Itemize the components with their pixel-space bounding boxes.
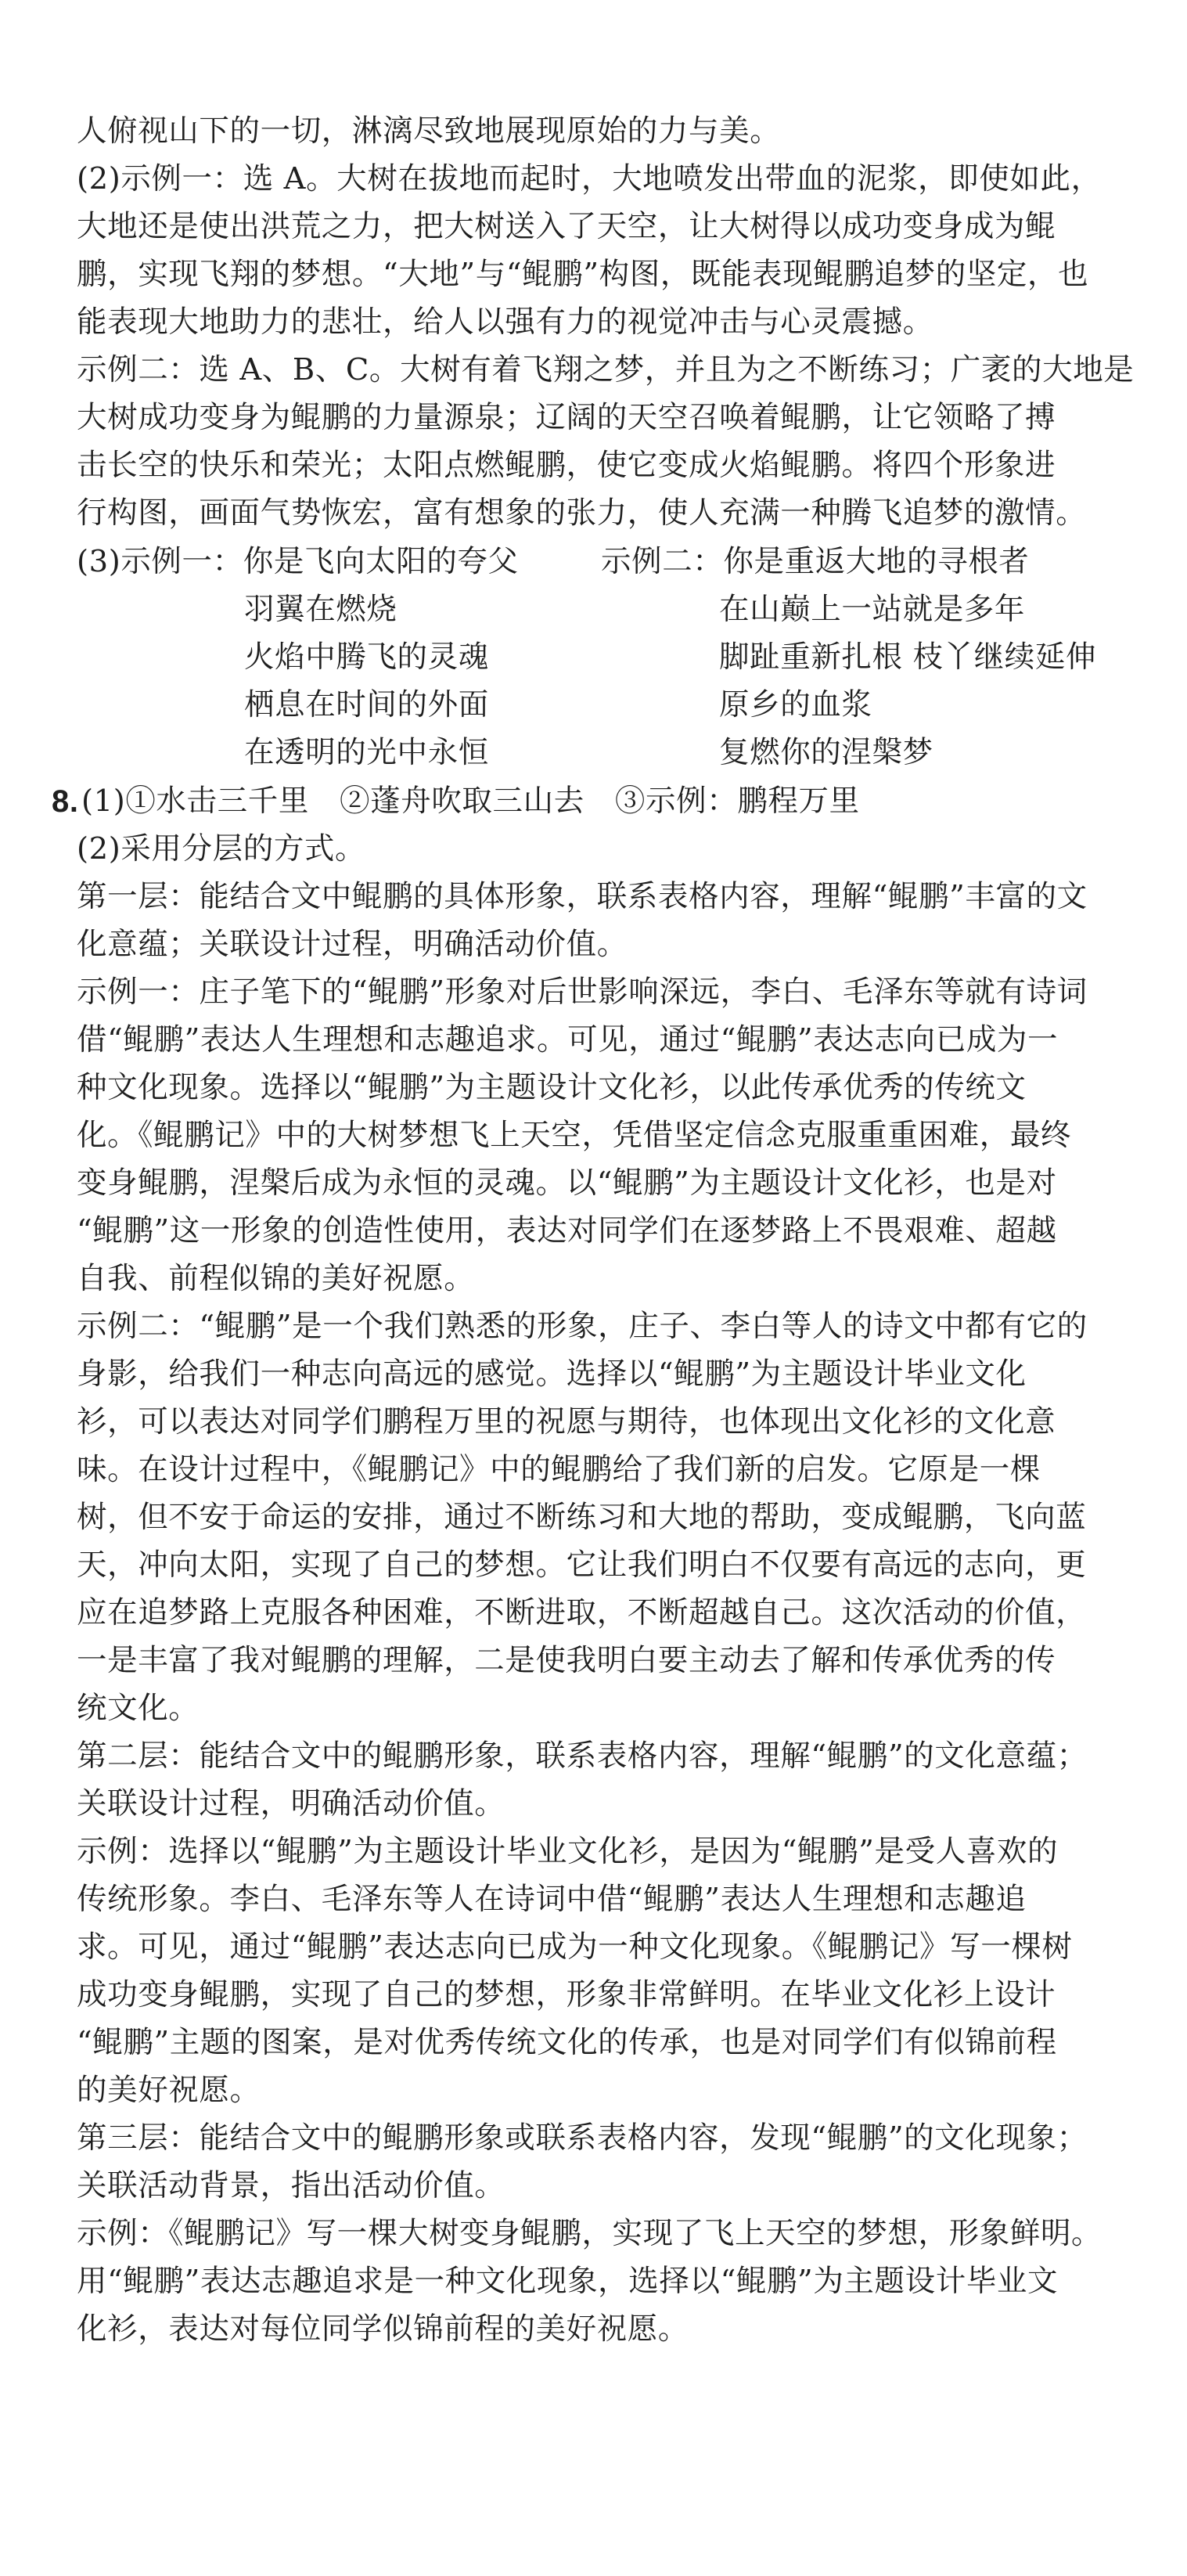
text-line: 成功变身鲲鹏，实现了自己的梦想，形象非常鲜明。在毕业文化衫上设计 xyxy=(77,1977,1056,2012)
question-number: 8. xyxy=(52,784,79,819)
text-line: 借“鲲鹏”表达人生理想和志趣追求。可见，通过“鲲鹏”表达志向已成为一 xyxy=(77,1022,1059,1057)
poem-2-title: 示例二：你是重返大地的寻根者 xyxy=(601,544,1030,579)
text-line: “鲲鹏”这一形象的创造性使用，表达对同学们在逐梦路上不畏艰难、超越 xyxy=(77,1213,1057,1248)
text-line: (2)采用分层的方式。 xyxy=(77,831,366,866)
text-line: 化。《鲲鹏记》中的大树梦想飞上天空，凭借坚定信念克服重重困难，最终 xyxy=(77,1118,1072,1153)
text-line: 能表现大地助力的悲壮，给人以强有力的视觉冲击与心灵震撼。 xyxy=(77,304,933,340)
text-line: 树，但不安于命运的安排，通过不断练习和大地的帮助，变成鲲鹏，飞向蓝 xyxy=(77,1500,1087,1535)
poem-2-line: 原乡的血浆 xyxy=(719,687,872,722)
text-line: 第一层：能结合文中鲲鹏的具体形象，联系表格内容，理解“鲲鹏”丰富的文 xyxy=(77,879,1088,914)
text-line: (2)示例一：选 A。大树在拔地而起时，大地喷发出带血的泥浆，即使如此， xyxy=(77,161,1102,196)
text-line: 的美好祝愿。 xyxy=(77,2073,261,2108)
text-line: 人俯视山下的一切，淋漓尽致地展现原始的力与美。 xyxy=(77,113,781,149)
text-line: 击长空的快乐和荣光；太阳点燃鲲鹏，使它变成火焰鲲鹏。将四个形象进 xyxy=(77,448,1056,483)
poem-1-line: 羽翼在燃烧 xyxy=(244,592,397,627)
poem-1-title: (3)示例一：你是飞向太阳的夸父 xyxy=(77,544,519,579)
text-line: 示例二：“鲲鹏”是一个我们熟悉的形象，庄子、李白等人的诗文中都有它的 xyxy=(77,1309,1088,1344)
text-line: 行构图，画面气势恢宏，富有想象的张力，使人充满一种腾飞追梦的激情。 xyxy=(77,495,1087,531)
text-line: 示例二：选 A、B、C。大树有着飞翔之梦，并且为之不断练习；广袤的大地是 xyxy=(77,352,1135,387)
poem-2-line: 复燃你的涅槃梦 xyxy=(719,735,933,770)
text-line: 求。可见，通过“鲲鹏”表达志向已成为一种文化现象。《鲲鹏记》写一棵树 xyxy=(77,1929,1073,1965)
text-line: 化意蕴；关联设计过程，明确活动价值。 xyxy=(77,927,628,962)
text-line: 鹏，实现飞翔的梦想。“大地”与“鲲鹏”构图，既能表现鲲鹏追梦的坚定，也 xyxy=(77,257,1089,292)
text-line: 化衫，表达对每位同学似锦前程的美好祝愿。 xyxy=(77,2311,689,2347)
text-line: 大树成功变身为鲲鹏的力量源泉；辽阔的天空召唤着鲲鹏，让它领略了搏 xyxy=(77,400,1056,435)
poem-1-line: 在透明的光中永恒 xyxy=(244,735,489,770)
text-line: 天，冲向太阳，实现了自己的梦想。它让我们明白不仅要有高远的志向，更 xyxy=(77,1547,1087,1583)
text-line: 身影，给我们一种志向高远的感觉。选择以“鲲鹏”为主题设计毕业文化 xyxy=(77,1356,1027,1392)
text-line: 示例：《鲲鹏记》写一棵大树变身鲲鹏，实现了飞上天空的梦想，形象鲜明。 xyxy=(77,2216,1102,2251)
text-line: 第三层：能结合文中的鲲鹏形象或联系表格内容，发现“鲲鹏”的文化现象； xyxy=(77,2120,1088,2156)
text-line: 示例：选择以“鲲鹏”为主题设计毕业文化衫，是因为“鲲鹏”是受人喜欢的 xyxy=(77,1834,1059,1869)
text-line: 统文化。 xyxy=(77,1691,200,1726)
text-line: 关联活动背景，指出活动价值。 xyxy=(77,2168,505,2203)
poem-2-line: 在山巅上一站就是多年 xyxy=(719,592,1026,627)
text-line: 衫，可以表达对同学们鹏程万里的祝愿与期待，也体现出文化衫的文化意 xyxy=(77,1404,1056,1439)
text-line: 第二层：能结合文中的鲲鹏形象，联系表格内容，理解“鲲鹏”的文化意蕴； xyxy=(77,1738,1088,1774)
text-line: (1)①水击三千里 ②蓬舟吹取三山去 ③示例：鹏程万里 xyxy=(81,784,860,819)
text-line: 味。在设计过程中，《鲲鹏记》中的鲲鹏给了我们新的启发。它原是一棵 xyxy=(77,1452,1041,1487)
text-line: 应在追梦路上克服各种困难，不断进取，不断超越自己。这次活动的价值， xyxy=(77,1595,1087,1630)
poem-1-line: 栖息在时间的外面 xyxy=(244,687,489,722)
poem-2-line: 脚趾重新扎根 枝丫继续延伸 xyxy=(719,639,1097,675)
text-line: 自我、前程似锦的美好祝愿。 xyxy=(77,1261,475,1296)
text-line: 传统形象。李白、毛泽东等人在诗词中借“鲲鹏”表达人生理想和志趣追 xyxy=(77,1882,1027,1917)
poem-1-line: 火焰中腾飞的灵魂 xyxy=(244,639,489,675)
text-line: 变身鲲鹏，涅槃后成为永恒的灵魂。以“鲲鹏”为主题设计文化衫，也是对 xyxy=(77,1166,1057,1201)
text-line: 大地还是使出洪荒之力，把大树送入了天空，让大树得以成功变身成为鲲 xyxy=(77,209,1056,244)
text-line: 种文化现象。选择以“鲲鹏”为主题设计文化衫，以此传承优秀的传统文 xyxy=(77,1070,1027,1105)
text-line: 示例一：庄子笔下的“鲲鹏”形象对后世影响深远，李白、毛泽东等就有诗词 xyxy=(77,975,1088,1010)
text-line: “鲲鹏”主题的图案，是对优秀传统文化的传承，也是对同学们有似锦前程 xyxy=(77,2025,1057,2060)
text-line: 用“鲲鹏”表达志趣追求是一种文化现象，选择以“鲲鹏”为主题设计毕业文 xyxy=(77,2264,1059,2299)
text-line: 关联设计过程，明确活动价值。 xyxy=(77,1786,505,1821)
text-line: 一是丰富了我对鲲鹏的理解，二是使我明白要主动去了解和传承优秀的传 xyxy=(77,1643,1056,1678)
